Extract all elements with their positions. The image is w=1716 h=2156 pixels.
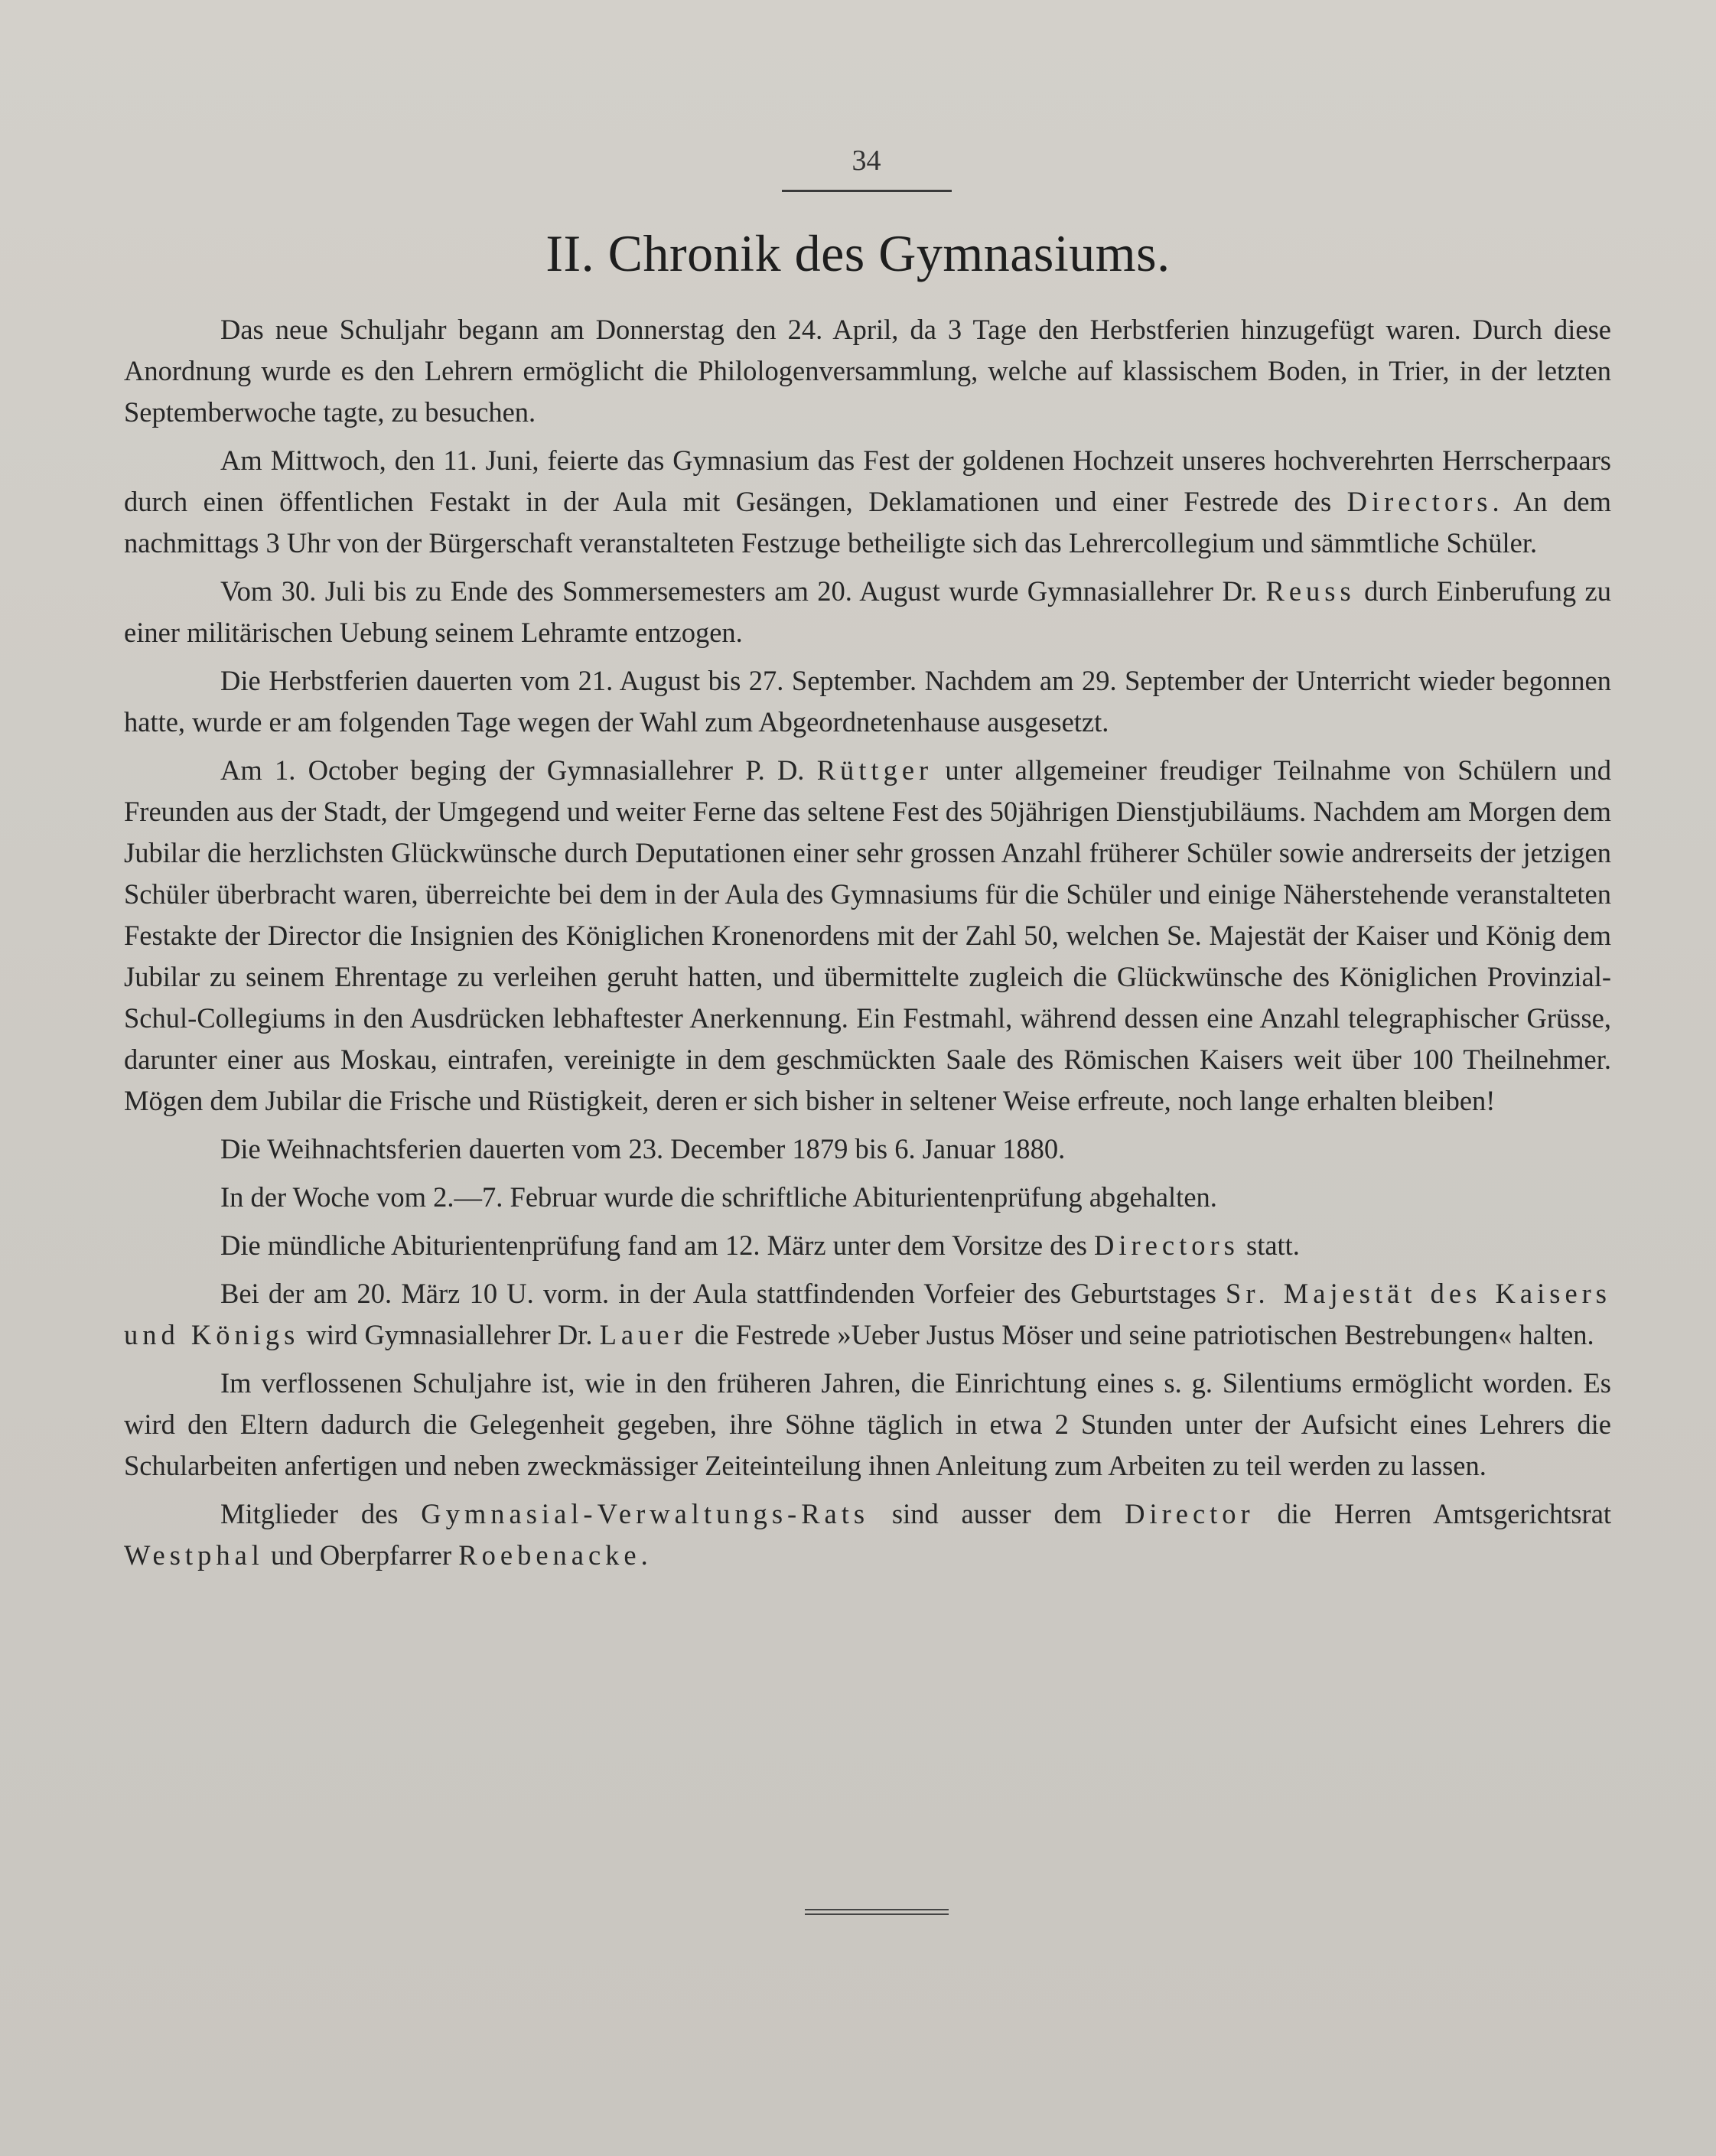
spaced-name: Director — [1125, 1498, 1255, 1529]
paragraph-text: unter allgemeiner freudiger Teilnahme von Schülern und Freunden aus der Stadt, der Umgegend und weiter Ferne das seltene Fest des 50jährigen Dienstjubiläums. Nachdem am Morgen dem Jubilar die herzlichsten Glückwünsche durch Deputationen einer sehr grossen Anzahl früherer Schüler sowie andrerseits der jetzigen Schüler überbracht waren, überreichte bei dem in der Aula des Gymnasiums für die Schüler und einige Näherstehende veranstalteten Festakte der Director die Insignien des Königlichen Kronenordens mit der Zahl 50, welchen Se. Majestät der Kaiser und König dem Jubilar zu seinem Ehrentage zu verleihen geruht hatten, und übermittelte zugleich die Glückwünsche des Königlichen Provinzial-Schul-Collegiums in den Ausdrücken lebhaftester Anerkennung. Ein Festmahl, während dessen eine Anzahl telegraphischer Grüsse, darunter einer aus Moskau, eintrafen, vereinigte in dem geschmückten Saale des Römischen Kaisers weit über 100 Theilnehmer. Mögen dem Jubilar die Frische und Rüstigkeit, deren er sich bisher in seltener Weise erfreute, noch lange erhalten bleiben! — [124, 754, 1612, 1116]
paragraph-jubilee — [124, 750, 1611, 1122]
paragraph-text: und Oberpfarrer — [271, 1539, 452, 1571]
page-number: 34 — [851, 145, 881, 177]
paragraph-written-exam — [124, 1177, 1611, 1218]
spaced-name: Gymnasial-Verwaltungs-Rats — [421, 1498, 870, 1529]
spaced-name: Sr. Majestät des Kaisers und Königs — [124, 1278, 1612, 1350]
spaced-name: Lauer — [599, 1319, 688, 1350]
paragraph-text: durch Einberufung zu einer militärischen Uebung seinem Lehramte entzogen. — [124, 575, 1611, 648]
paragraph-text: statt. — [1245, 1229, 1300, 1261]
paragraph-emperor-birthday — [124, 1273, 1611, 1356]
chronicle-body — [124, 309, 1611, 1583]
spaced-name: Directors — [1346, 486, 1493, 517]
spaced-name: Roebenacke — [458, 1539, 641, 1571]
paragraph-military-service — [124, 571, 1611, 653]
paragraph-text: Die mündliche Abiturientenprüfung fand am 12. März unter dem Vorsitze des — [220, 1229, 1087, 1261]
paragraph-administrative-board — [124, 1493, 1611, 1576]
spaced-name: Reuss — [1265, 575, 1356, 607]
spaced-name: Westphal — [124, 1539, 264, 1571]
paragraph-christmas-holidays — [124, 1128, 1611, 1170]
paragraph-golden-wedding — [124, 440, 1611, 564]
paragraph-text: In der Woche vom 2.—7. Februar wurde die schriftliche Abiturientenprüfung abgehalten. — [220, 1181, 1217, 1213]
paragraph-text: die Herren Amtsgerichtsrat — [1277, 1498, 1612, 1529]
paragraph-text: Mitglieder des — [220, 1498, 399, 1529]
paragraph-text: Vom 30. Juli bis zu Ende des Sommersemesters am 20. August wurde Gymnasiallehrer Dr. — [220, 575, 1258, 607]
paragraph-text: Im verflossenen Schuljahre ist, wie in den früheren Jahren, die Einrichtung eines s. g. Silentiums ermöglicht worden. Es wird den Eltern dadurch die Gelegenheit gegeben, ihre Söhne täglich in etwa 2 Stunden unter der Aufsicht eines Lehrers die Schularbeiten anfertigen und neben zweckmässiger Zeiteinteilung ihnen Anleitung zum Arbeiten zu teil werden zu lassen. — [124, 1367, 1611, 1481]
paragraph-text: sind ausser dem — [891, 1498, 1102, 1529]
paragraph-text: Am Mittwoch, den 11. Juni, feierte das Gymnasium das Fest der goldenen Hochzeit unseres hochverehrten Herrscherpaars durch einen öffentlichen Festakt in der Aula mit Gesängen, Deklamationen und einer Festrede des — [124, 445, 1611, 517]
paragraph-text: Bei der am 20. März 10 U. vorm. in der Aula stattfindenden Vorfeier des Geburtstages — [220, 1278, 1216, 1309]
paragraph-oral-exam — [124, 1225, 1611, 1266]
paragraph-text: Am 1. October beging der Gymnasiallehrer P. D. — [220, 754, 805, 786]
paragraph-silentium — [124, 1363, 1611, 1487]
page-number-rule — [782, 190, 952, 192]
paragraph-text: Die Herbstferien dauerten vom 21. August bis 27. September. Nachdem am 29. September der Unterricht wieder begonnen hatte, wurde er am folgenden Tage wegen der Wahl zum Abgeordnetenhause ausgesetzt. — [124, 665, 1611, 738]
spaced-name: Directors — [1094, 1229, 1239, 1261]
paragraph-text: die Festrede »Ueber Justus Möser und seine patriotischen Bestrebungen« halten. — [694, 1319, 1594, 1350]
paragraph-school-year-start — [124, 309, 1611, 433]
paragraph-text: . An dem nachmittags 3 Uhr von der Bürgerschaft veranstalteten Festzuge betheiligte sich das Lehrercollegium und sämmtliche Schüler. — [124, 486, 1611, 559]
chapter-title: II. Chronik des Gymnasiums. — [545, 224, 1171, 282]
paragraph-autumn-holidays — [124, 660, 1611, 743]
paragraph-text: Die Weihnachtsferien dauerten vom 23. December 1879 bis 6. Januar 1880. — [220, 1133, 1066, 1164]
end-ornament-rule — [805, 1909, 949, 1917]
paragraph-text: wird Gymnasiallehrer Dr. — [306, 1319, 593, 1350]
spaced-name: Rüttger — [816, 754, 933, 786]
paragraph-text: . — [640, 1539, 648, 1571]
paragraph-text: Das neue Schuljahr begann am Donnerstag den 24. April, da 3 Tage den Herbstferien hinzugefügt waren. Durch diese Anordnung wurde es den Lehrern ermöglicht die Philologenversammlung, welche auf klassischem Boden, in Trier, in der letzten Septemberwoche tagte, zu besuchen. — [124, 314, 1611, 428]
